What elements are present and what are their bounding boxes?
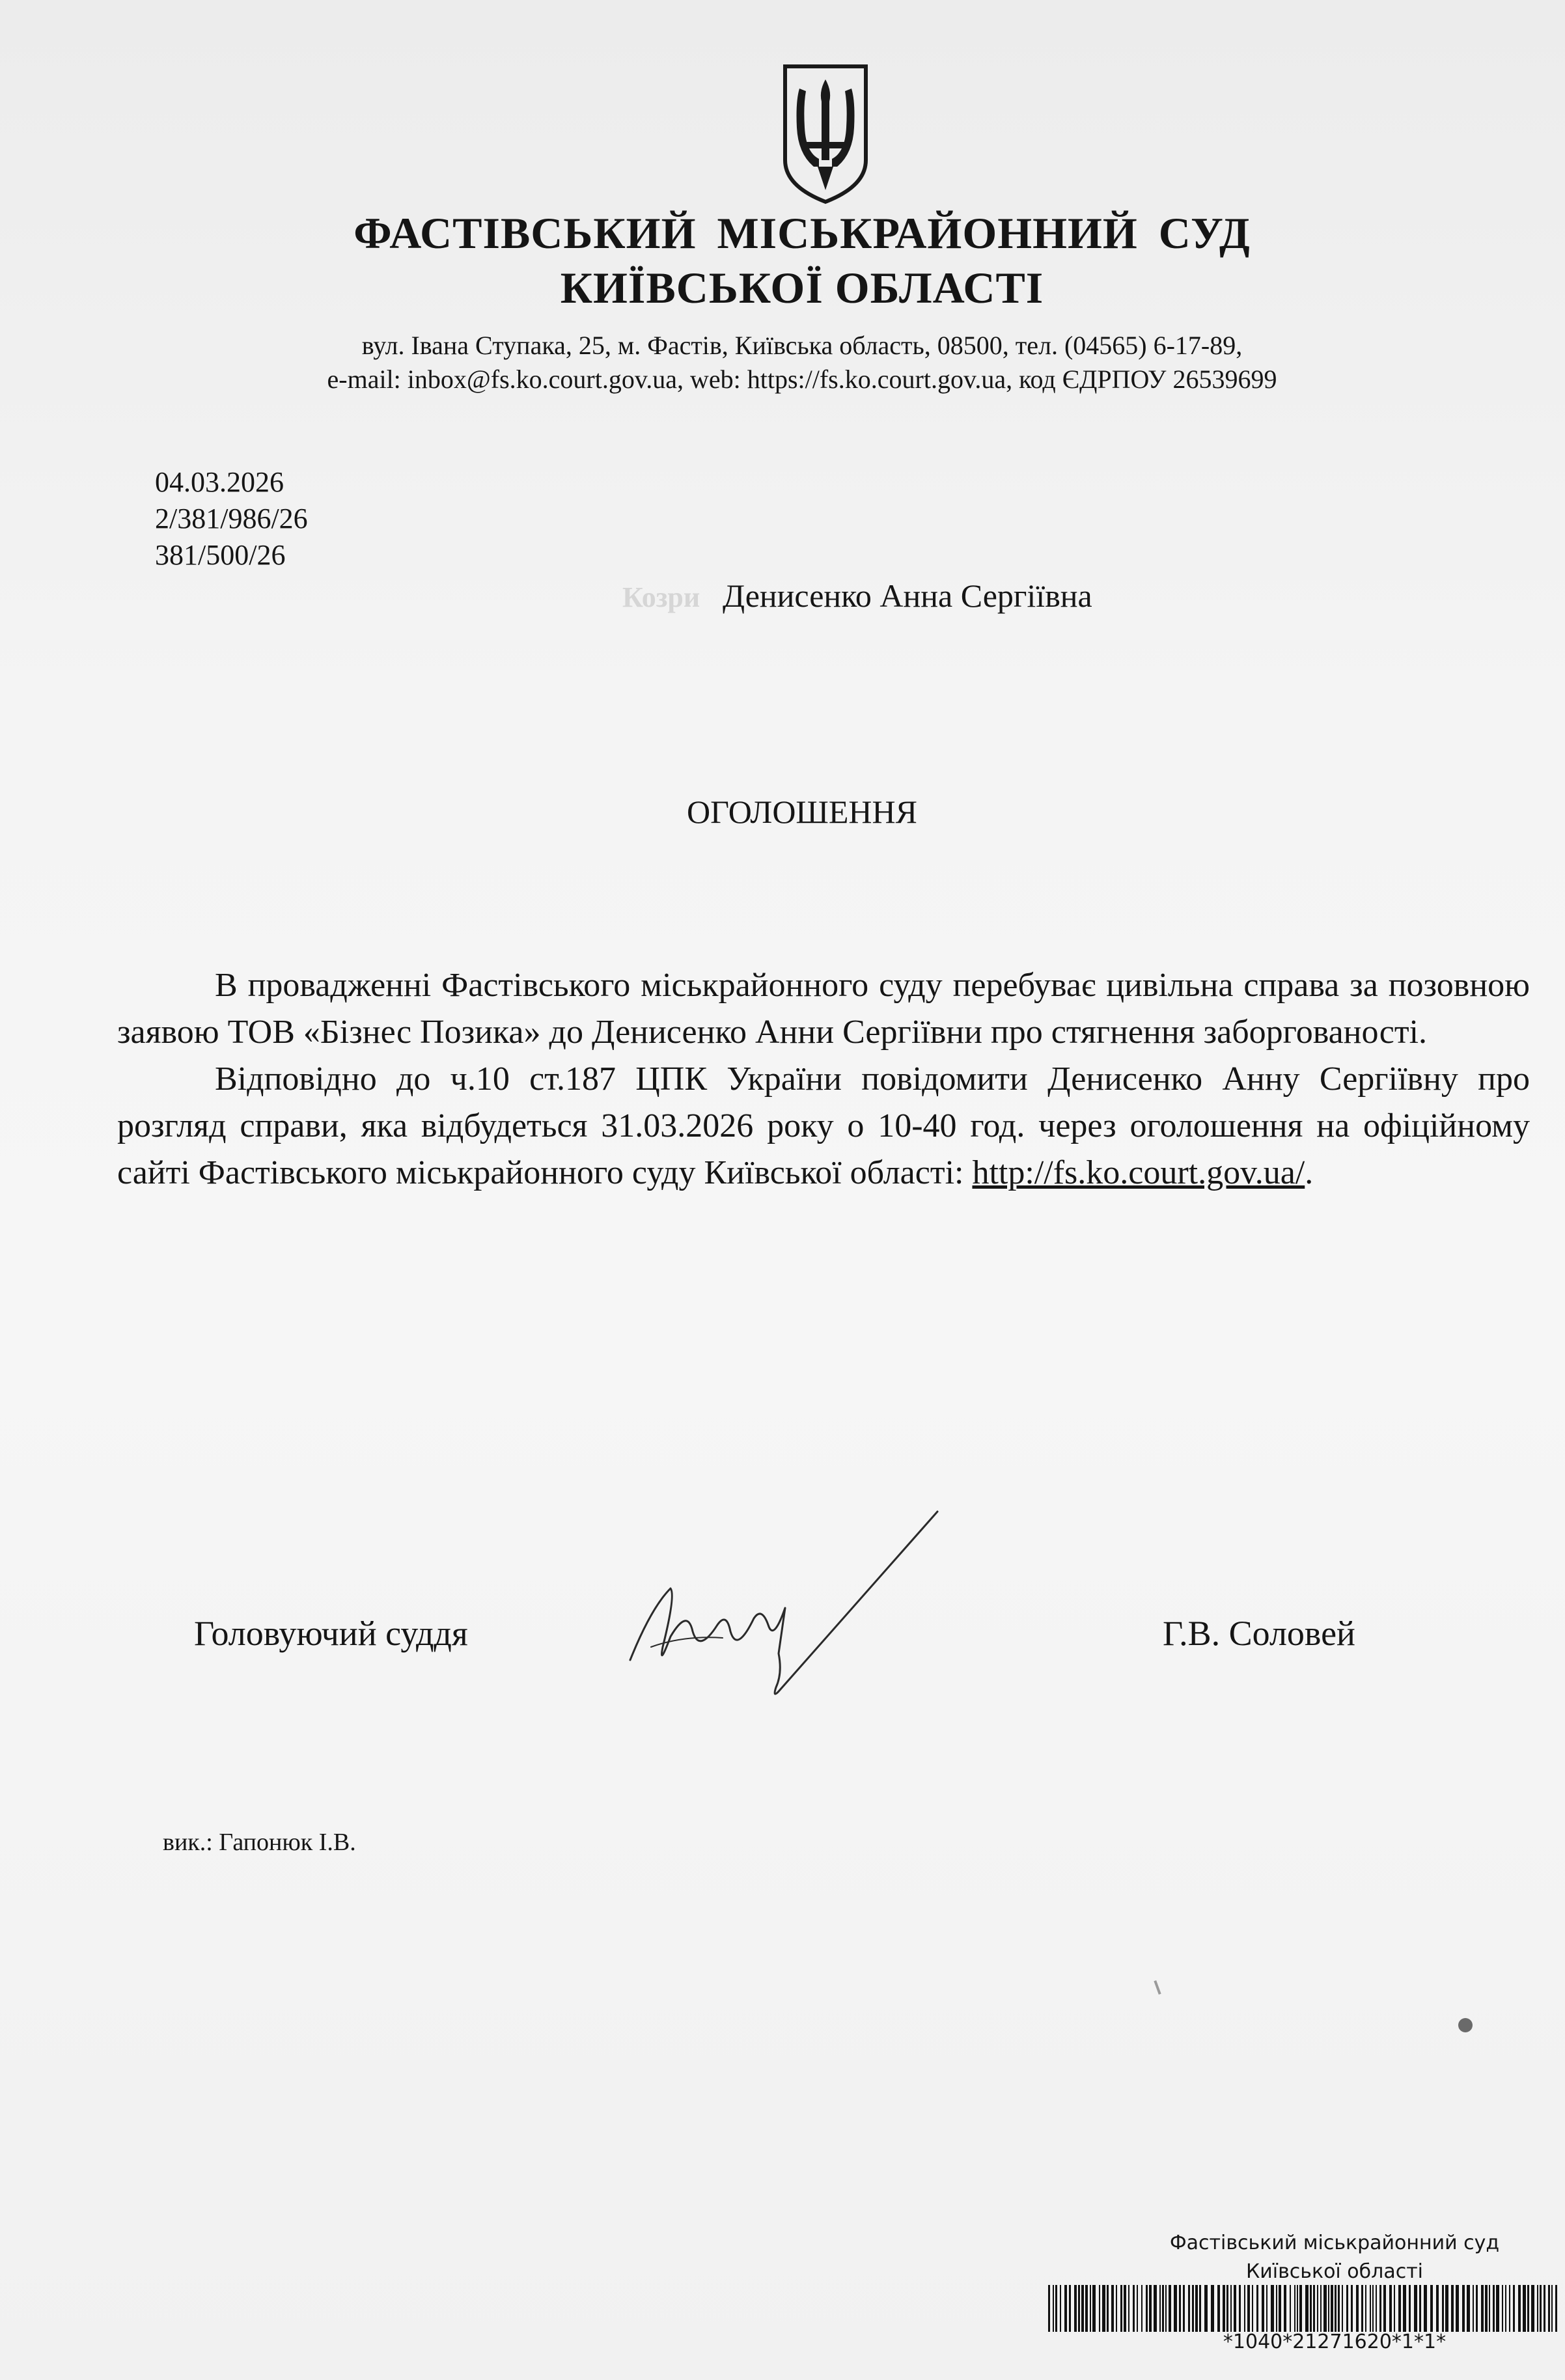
paper-mark — [1154, 1980, 1161, 1995]
letter-date: 04.03.2026 — [155, 466, 284, 498]
announcement-body — [117, 962, 1530, 1197]
stamp-court-name: Фастівський міськрайонний суд — [1169, 2232, 1500, 2254]
judge-role: Головуючий суддя — [194, 1614, 468, 1653]
handwritten-signature-icon — [625, 1497, 950, 1719]
barcode-number: *1040*21271620*1*1* — [1223, 2331, 1447, 2353]
barcode-icon — [1042, 2285, 1562, 2332]
judge-name: Г.В. Соловей — [1163, 1614, 1355, 1653]
paragraph-2-end: . — [1305, 1154, 1314, 1191]
announcement-paragraph-1: В провадженні Фастівського міськрайонного суду перебуває цивільна справа за позовною заявою ТОВ «Бізнес Позика» до Денисенко Анни Сергіївни про стягнення заборгованості. — [117, 967, 1530, 1051]
addressee-name: Денисенко Анна Сергіївна — [723, 577, 1092, 614]
court-address: вул. Івана Ступака, 25, м. Фастів, Київська область, 08500, тел. (04565) 6-17-89, — [361, 331, 1243, 360]
trident-emblem-icon — [780, 62, 871, 206]
court-website-link[interactable]: http://fs.ko.court.gov.ua/ — [972, 1154, 1305, 1191]
stamp-region: Київської області — [1245, 2260, 1424, 2283]
court-contacts: e-mail: inbox@fs.ko.court.gov.ua, web: https://fs.ko.court.gov.ua, код ЄДРПОУ 26539699 — [327, 365, 1277, 394]
executor-name: вик.: Гапонюк І.В. — [163, 1829, 356, 1856]
announcement-paragraph-2 — [117, 1056, 1530, 1197]
court-name-line1: ФАСТІВСЬКИЙ МІСЬКРАЙОННИЙ СУД — [353, 208, 1251, 258]
document-title: ОГОЛОШЕННЯ — [687, 794, 917, 830]
letter-ref-number: 2/381/986/26 — [155, 503, 308, 534]
court-name-line2: КИЇВСЬКОЇ ОБЛАСТІ — [560, 263, 1044, 312]
case-number: 381/500/26 — [155, 539, 286, 571]
bleed-through-text: Козри — [622, 581, 700, 613]
paragraph-2-text: Відповідно до ч.10 ст.187 ЦПК України повідомити Денисенко Анну Сергіївну про розгляд справи, яка відбудеться 31.03.2026 року о 10-40 год. через оголошення на офіційному сайті Фастівського міськрайонного суду Київської області: — [117, 1060, 1530, 1191]
paper-speck — [1458, 2018, 1473, 2032]
